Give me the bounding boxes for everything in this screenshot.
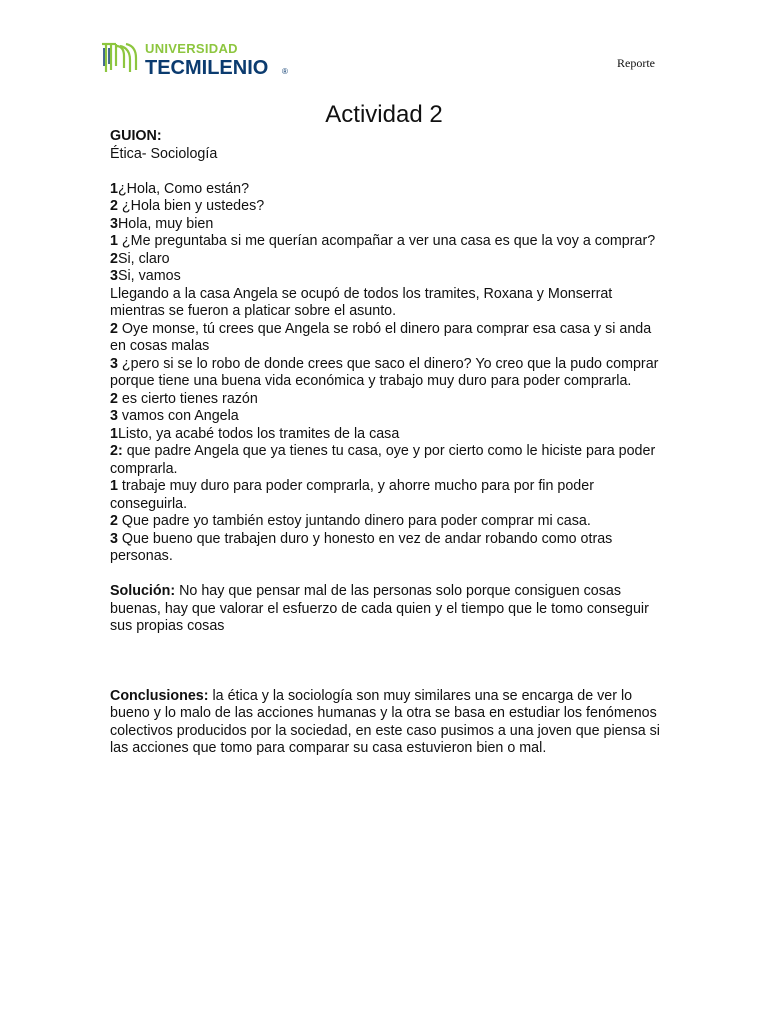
logo-registered-mark: ® (282, 67, 288, 76)
logo-university-text: UNIVERSIDAD (145, 41, 238, 56)
dialogue-text: que padre Angela que ya tienes tu casa, oye y por cierto como le hiciste para poder comprarla. (110, 443, 656, 477)
dialogue-line (110, 391, 662, 409)
script-heading: GUION: (110, 128, 162, 144)
dialogue-line (110, 478, 662, 513)
dialogue-text: ¿Me preguntaba si me querían acompañar a ver una casa es que la voy a comprar? (117, 233, 656, 249)
dialogue-text: ¿Hola, Como están? (117, 180, 250, 197)
conclusions-text: la ética y la sociología son muy similares una se encarga de ver lo bueno y lo malo de las acciones humanas y la otra se basa en estudiar los fenómenos colectivos producidos por la sociedad, en este caso pusimos a una joven que piensa si las acciones que tomo para comparar su casa estuvieron bien o mal. (110, 687, 660, 756)
script-subject: Ética- Sociología (110, 145, 218, 162)
speaker-number: 3 (110, 355, 118, 372)
dialogue-text: Hola, muy bien (117, 215, 214, 232)
dialogue-line (110, 233, 662, 251)
speaker-number: 1 (110, 425, 118, 442)
logo-tecmilenio-text: TECMILENIO (145, 57, 269, 79)
dialogue-text: Oye monse, tú crees que Angela se robó el dinero para comprar esa casa y si anda en cosas malas (110, 320, 652, 354)
dialogue-line (110, 251, 662, 269)
university-logo (100, 36, 300, 80)
dialogue-line (110, 513, 662, 531)
dialogue-text: ¿Hola bien y ustedes? (117, 198, 265, 214)
speaker-number: 3 (110, 408, 118, 424)
document-title: Actividad 2 (325, 101, 443, 128)
conclusions-paragraph (110, 688, 662, 758)
speaker-number: 2 (110, 250, 118, 267)
dialogue-line (110, 321, 662, 356)
dialogue-line (110, 216, 662, 234)
speaker-number: 1 (110, 478, 118, 494)
speaker-number: 2 (110, 390, 118, 407)
dialogue-line (110, 268, 662, 286)
speaker-number: 1 (110, 233, 118, 249)
dialogue-list (110, 181, 662, 566)
dialogue-text: Si, claro (117, 250, 170, 267)
solution-paragraph (110, 583, 662, 636)
speaker-number: 3 (110, 268, 118, 284)
dialogue-line (110, 286, 662, 321)
dialogue-line (110, 356, 662, 391)
report-label: Reporte (617, 56, 655, 70)
dialogue-line (110, 443, 662, 478)
dialogue-text: Llegando a la casa Angela se ocupó de todos los tramites, Roxana y Monserrat mientras se fueron a platicar sobre el asunto. (110, 285, 613, 319)
speaker-number: 2 (110, 198, 118, 214)
dialogue-text: Que bueno que trabajen duro y honesto en vez de andar robando como otras personas. (110, 530, 613, 564)
logo-emblem-icon (100, 36, 300, 80)
dialogue-text: Si, vamos (117, 268, 181, 284)
dialogue-line (110, 426, 662, 444)
speaker-number: 3 (110, 530, 118, 547)
document-body (110, 128, 662, 758)
dialogue-text: Listo, ya acabé todos los tramites de la casa (117, 425, 400, 442)
dialogue-text: trabaje muy duro para poder comprarla, y ahorre mucho para por fin poder conseguirla. (110, 478, 594, 512)
dialogue-text: es cierto tienes razón (117, 390, 258, 407)
speaker-number: 2 (110, 320, 118, 337)
speaker-number: 2: (110, 443, 123, 459)
dialogue-line (110, 531, 662, 566)
solution-text: No hay que pensar mal de las personas solo porque consiguen cosas buenas, hay que valorar el esfuerzo de cada quien y el tiempo que le tomo conseguir sus propias cosas (110, 583, 649, 634)
dialogue-line (110, 181, 662, 199)
conclusions-label: Conclusiones: (110, 687, 209, 704)
dialogue-text: Que padre yo también estoy juntando dinero para poder comprar mi casa. (117, 513, 591, 529)
dialogue-line (110, 198, 662, 216)
speaker-number: 2 (110, 513, 118, 529)
dialogue-text: ¿pero si se lo robo de donde crees que saco el dinero? Yo creo que la pudo comprar porque tiene una buena vida económica y trabajo muy duro para poder comprarla. (110, 355, 659, 389)
solution-label: Solución: (110, 583, 176, 599)
speaker-number: 3 (110, 215, 118, 232)
speaker-number: 1 (110, 180, 118, 197)
dialogue-line (110, 408, 662, 426)
dialogue-text: vamos con Angela (117, 408, 239, 424)
